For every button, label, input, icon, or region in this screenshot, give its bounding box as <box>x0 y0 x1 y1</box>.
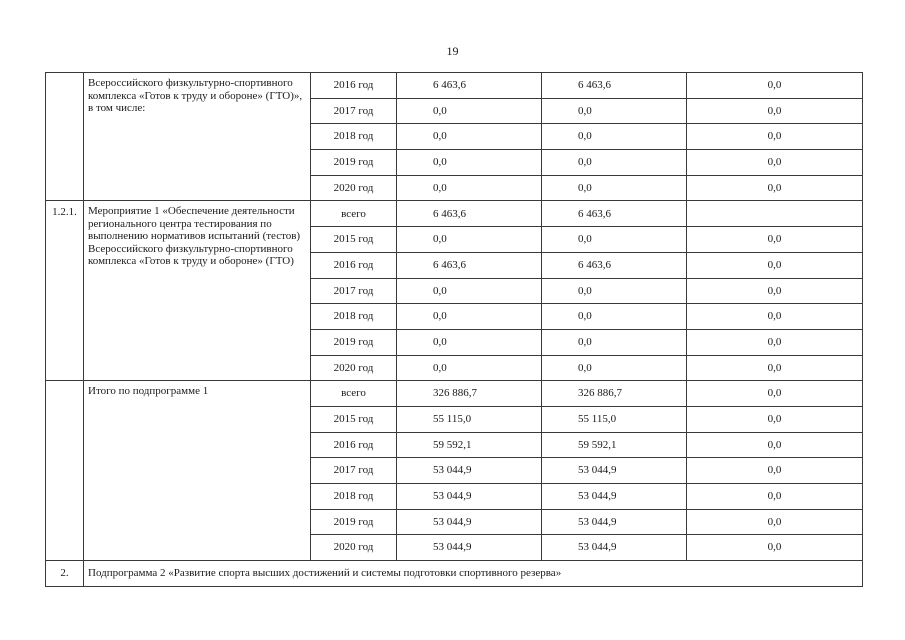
budget-value-cell: 53 044,9 <box>542 458 687 484</box>
other-value-cell: 0,0 <box>687 73 863 99</box>
total-value-cell: 6 463,6 <box>397 252 542 278</box>
other-value-cell: 0,0 <box>687 124 863 150</box>
section-number: 2. <box>46 561 84 587</box>
budget-value-cell: 59 592,1 <box>542 432 687 458</box>
total-value-cell: 0,0 <box>397 175 542 201</box>
period-cell: 2017 год <box>311 98 397 124</box>
other-value-cell <box>687 201 863 227</box>
period-cell: 2015 год <box>311 406 397 432</box>
total-value-cell: 53 044,9 <box>397 484 542 510</box>
budget-table <box>45 72 863 587</box>
total-value-cell: 59 592,1 <box>397 432 542 458</box>
item-number: 1.2.1. <box>46 201 84 381</box>
other-value-cell: 0,0 <box>687 484 863 510</box>
budget-value-cell: 53 044,9 <box>542 535 687 561</box>
budget-value-cell: 0,0 <box>542 227 687 253</box>
section-header-row <box>46 561 863 587</box>
total-value-cell: 0,0 <box>397 98 542 124</box>
total-value-cell: 55 115,0 <box>397 406 542 432</box>
budget-value-cell: 6 463,6 <box>542 252 687 278</box>
item-number <box>46 381 84 561</box>
other-value-cell: 0,0 <box>687 355 863 381</box>
total-value-cell: 53 044,9 <box>397 509 542 535</box>
period-cell: 2020 год <box>311 355 397 381</box>
total-value-cell: 6 463,6 <box>397 73 542 99</box>
budget-value-cell: 0,0 <box>542 278 687 304</box>
period-cell: всего <box>311 201 397 227</box>
item-name: Итого по подпрограмме 1 <box>84 381 311 561</box>
other-value-cell: 0,0 <box>687 406 863 432</box>
period-cell: 2015 год <box>311 227 397 253</box>
budget-value-cell: 0,0 <box>542 150 687 176</box>
budget-value-cell: 6 463,6 <box>542 73 687 99</box>
period-cell: 2018 год <box>311 124 397 150</box>
other-value-cell: 0,0 <box>687 150 863 176</box>
budget-value-cell: 53 044,9 <box>542 509 687 535</box>
total-value-cell: 0,0 <box>397 278 542 304</box>
budget-value-cell: 0,0 <box>542 175 687 201</box>
other-value-cell: 0,0 <box>687 535 863 561</box>
other-value-cell: 0,0 <box>687 98 863 124</box>
budget-value-cell: 53 044,9 <box>542 484 687 510</box>
period-cell: 2020 год <box>311 175 397 201</box>
total-value-cell: 0,0 <box>397 304 542 330</box>
budget-value-cell: 0,0 <box>542 329 687 355</box>
other-value-cell: 0,0 <box>687 329 863 355</box>
other-value-cell: 0,0 <box>687 432 863 458</box>
period-cell: 2016 год <box>311 252 397 278</box>
budget-value-cell: 0,0 <box>542 124 687 150</box>
other-value-cell: 0,0 <box>687 252 863 278</box>
total-value-cell: 326 886,7 <box>397 381 542 407</box>
item-number <box>46 73 84 201</box>
total-value-cell: 53 044,9 <box>397 535 542 561</box>
period-cell: 2016 год <box>311 73 397 99</box>
period-cell: 2017 год <box>311 278 397 304</box>
table-row <box>46 201 863 227</box>
period-cell: 2020 год <box>311 535 397 561</box>
table-row <box>46 73 863 99</box>
period-cell: 2018 год <box>311 304 397 330</box>
budget-value-cell: 6 463,6 <box>542 201 687 227</box>
budget-value-cell: 0,0 <box>542 304 687 330</box>
total-value-cell: 0,0 <box>397 355 542 381</box>
period-cell: всего <box>311 381 397 407</box>
budget-value-cell: 326 886,7 <box>542 381 687 407</box>
period-cell: 2017 год <box>311 458 397 484</box>
other-value-cell: 0,0 <box>687 175 863 201</box>
total-value-cell: 0,0 <box>397 329 542 355</box>
period-cell: 2019 год <box>311 329 397 355</box>
total-value-cell: 0,0 <box>397 124 542 150</box>
table-row <box>46 381 863 407</box>
other-value-cell: 0,0 <box>687 509 863 535</box>
budget-value-cell: 0,0 <box>542 98 687 124</box>
total-value-cell: 0,0 <box>397 227 542 253</box>
period-cell: 2019 год <box>311 150 397 176</box>
other-value-cell: 0,0 <box>687 304 863 330</box>
section-title: Подпрограмма 2 «Развитие спорта высших достижений и системы подготовки спортивного резерва» <box>84 561 863 587</box>
period-cell: 2016 год <box>311 432 397 458</box>
item-name: Мероприятие 1 «Обеспечение деятельности регионального центра тестирования по выполнению нормативов испытаний (тестов) Всероссийского физкультурно-спортивного комплекса «Готов к труду и обороне» (ГТО) <box>84 201 311 381</box>
total-value-cell: 6 463,6 <box>397 201 542 227</box>
other-value-cell: 0,0 <box>687 278 863 304</box>
page-number: 19 <box>446 44 459 58</box>
other-value-cell: 0,0 <box>687 381 863 407</box>
budget-value-cell: 55 115,0 <box>542 406 687 432</box>
total-value-cell: 53 044,9 <box>397 458 542 484</box>
item-name: Всероссийского физкультурно-спортивного комплекса «Готов к труду и обороне» (ГТО)», в том числе: <box>84 73 311 201</box>
budget-value-cell: 0,0 <box>542 355 687 381</box>
period-cell: 2018 год <box>311 484 397 510</box>
other-value-cell: 0,0 <box>687 227 863 253</box>
total-value-cell: 0,0 <box>397 150 542 176</box>
other-value-cell: 0,0 <box>687 458 863 484</box>
period-cell: 2019 год <box>311 509 397 535</box>
